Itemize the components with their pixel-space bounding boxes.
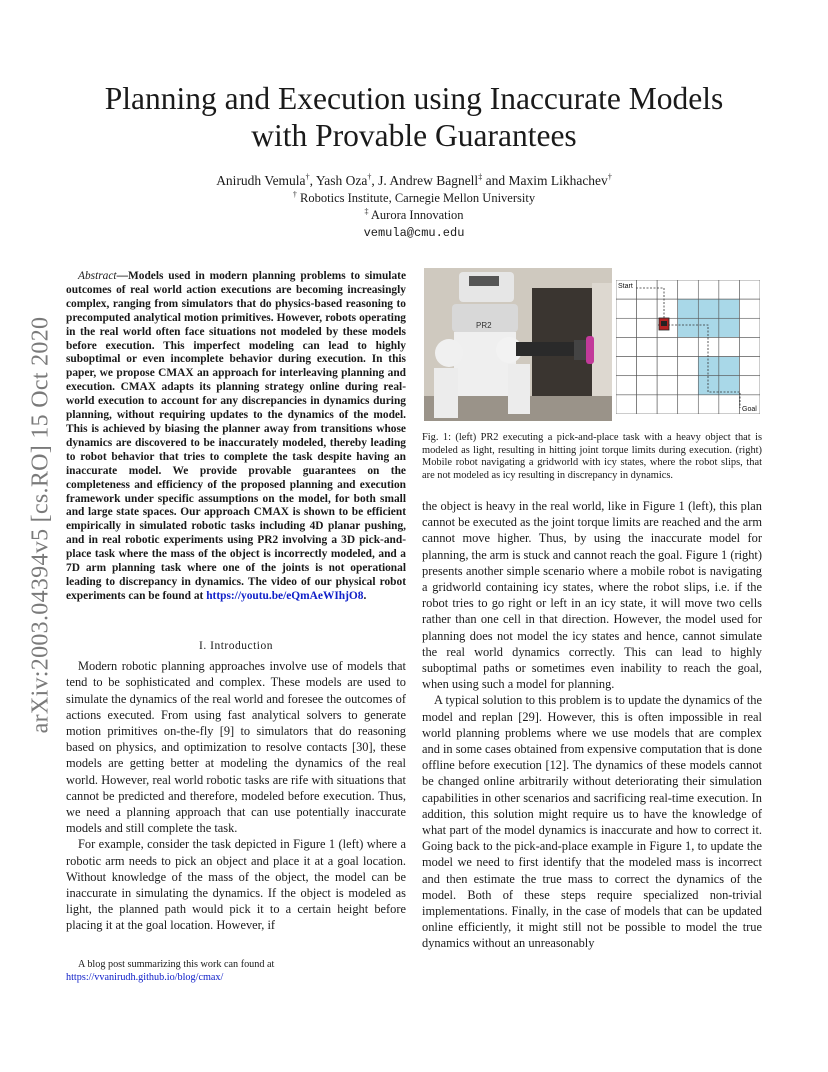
grid-cell bbox=[739, 376, 760, 395]
icy-cell bbox=[698, 318, 719, 337]
author-2: Yash Oza bbox=[315, 173, 368, 188]
grid-cell bbox=[719, 395, 740, 414]
grid-cell bbox=[616, 337, 637, 356]
grid-cell bbox=[719, 337, 740, 356]
grid-cell bbox=[657, 376, 678, 395]
title-line-1: Planning and Execution using Inaccurate Models bbox=[104, 81, 724, 116]
affiliation-1: † Robotics Institute, Carnegie Mellon University bbox=[292, 189, 536, 205]
author-line: Anirudh Vemula†, Yash Oza†, J. Andrew Bagnell‡ and Maxim Likhachev† bbox=[216, 172, 612, 188]
author-4: Maxim Likhachev bbox=[508, 173, 608, 188]
start-label: Start bbox=[618, 283, 633, 290]
grid-cell bbox=[657, 357, 678, 376]
grid-cell bbox=[657, 280, 678, 299]
grid-cell bbox=[678, 280, 699, 299]
icy-cell bbox=[698, 357, 719, 376]
pr2-photo-illustration bbox=[424, 268, 612, 421]
robot-icon bbox=[659, 318, 669, 330]
grid-cell bbox=[698, 395, 719, 414]
title-line-2: with Provable Guarantees bbox=[251, 118, 577, 153]
icy-cell bbox=[678, 299, 699, 318]
grid-cell bbox=[739, 299, 760, 318]
intro-paragraph-1: Modern robotic planning approaches involve use of models that tend to be sophisticated and complex. These models are used to simulate the dynamics of the real world and foresee the outcomes of actions executed. From using fast analytical solvers to generate motion primitives on-the-fly [9] to simulators that do reasoning based on physics, and optimization to resolve contacts [30], these models are getting better at modeling the dynamics of the real world. However, real world robotic tasks are rife with situations that cannot be predicted and therefore, modeled before execution. Thus, we need a planning approach that can use potentially inaccurate models and still complete the task. bbox=[66, 659, 406, 836]
grid-cell bbox=[719, 280, 740, 299]
author-3: J. Andrew Bagnell bbox=[378, 173, 479, 188]
grid-cell bbox=[637, 395, 658, 414]
blog-link[interactable]: https://vvanirudh.github.io/blog/cmax/ bbox=[66, 972, 224, 983]
abstract-label: Abstract bbox=[78, 270, 117, 282]
abstract-text: Models used in modern planning problems to simulate outcomes of real world action executions are becoming increasingly complex, ranging from simulators that do physics-based reasoning to precomputed analytical motion primitives. However, robots operating in the real world often face situations not modeled by these models before execution. This imperfect modeling can lead to highly suboptimal or even incomplete behavior during execution. In this paper, we propose CMAX an approach for interleaving planning and execution. CMAX adapts its planning strategy online during real-world execution to account for any discrepancies in dynamics during planning, without requiring updates to the dynamics of the model. This is achieved by biasing the planner away from transitions whose dynamics are discovered to be inaccurately modeled, thereby leading to robot behavior that tries to complete the task despite having an inaccurate model. We provide provable guarantees on the completeness and efficiency of the proposed planning and execution framework under specific assumptions on the model, for both small and large state spaces. Our approach CMAX is shown to be efficient empirically in simulated robotic tasks including 4D planar pushing, and in real robotic experiments using PR2 involving a 3D pick-and-place task where the mass of the object is incorrectly modeled, and a 7D arm planning task where one of the joints is not operational leading to discrepancy in dynamics. The video of our physical robot experiments can be found at bbox=[66, 270, 406, 602]
affiliation-1-text: Robotics Institute, Carnegie Mellon University bbox=[300, 191, 536, 205]
pr2-photo bbox=[424, 268, 612, 421]
intro-paragraph-2: For example, consider the task depicted in Figure 1 (left) where a robotic arm needs to pick an object and place it at a goal location. Without knowledge of the mass of the object, the model can be inaccurate in simulating the dynamics. If the object is modeled as light, the planned path would pick it to a certain height before placing it at the goal location. However, if bbox=[66, 837, 406, 933]
section-heading: I. Introduction bbox=[199, 640, 273, 652]
affiliation-2: ‡ Aurora Innovation bbox=[364, 206, 464, 222]
icy-cell bbox=[698, 299, 719, 318]
footnote-text: A blog post summarizing this work can found at bbox=[78, 959, 275, 970]
icy-cell bbox=[719, 299, 740, 318]
introduction-section bbox=[66, 632, 406, 934]
paper-title bbox=[60, 80, 768, 154]
footnote bbox=[66, 958, 406, 984]
right-paragraph-1: the object is heavy in the real world, like in Figure 1 (left), this plan cannot be executed as the joint torque limits are reached and the arm cannot move higher. Thus, by using the inaccurate model for planning, the arm is stuck and cannot reach the goal. Figure 1 (right) presents another simple scenario where a mobile robot is navigating a gridworld containing icy states, where the robot slips, i.e. if the robot tries to go right or left in an icy state, it will move two cells rather than one cell in that direction. However, the model used for planning does not model the icy states and hence, cannot simulate the real world dynamics correctly. This can lead to highly suboptimal paths or sometimes even inability to reach the goal, when using such a model for planning. bbox=[422, 499, 762, 692]
grid-cell bbox=[657, 299, 678, 318]
grid-cell bbox=[616, 395, 637, 414]
grid-cell bbox=[678, 376, 699, 395]
figure-caption: Fig. 1: (left) PR2 executing a pick-and-place task with a heavy object that is modeled as light, resulting in hitting joint torque limits during execution. (right) Mobile robot navigating a gridworld with icy states, where the robot slips, that are not modeled as icy resulting in discrepancy in dynamics. bbox=[422, 432, 762, 481]
author-email[interactable]: vemula@cmu.edu bbox=[363, 226, 465, 240]
video-link[interactable]: https://youtu.be/eQmAeWIhjO8 bbox=[206, 589, 364, 602]
icy-cell bbox=[719, 318, 740, 337]
grid-cell bbox=[739, 280, 760, 299]
grid-cell bbox=[637, 318, 658, 337]
grid-cell bbox=[637, 280, 658, 299]
grid-cell bbox=[616, 318, 637, 337]
icy-cell bbox=[678, 318, 699, 337]
right-paragraph-2: A typical solution to this problem is to update the dynamics of the model and replan [29]. However, this is often impossible in real world planning problems where we use models that are complex and in some cases obtained from expensive computation that is done offline before execution [12]. The dynamics of these models cannot be changed online arbitrarily without deteriorating their simulation capabilities in other scenarios and sacrificing real-time execution. In addition, this solution might require us to have the knowledge of what part of the model dynamics is inaccurate and how to correct it. Going back to the pick-and-place example in Figure 1, to update the model we need to first identify that the modeled mass is incorrect and then estimate the true mass to correct the dynamics of the model. Both of these steps require specialized non-trivial implementations. Finally, in the case of models that can be updated online efficiently, it might still not be possible to model the true dynamics without an unreasonably bbox=[422, 693, 762, 951]
icy-cell bbox=[719, 357, 740, 376]
grid-cell bbox=[616, 376, 637, 395]
gridworld-figure bbox=[616, 280, 760, 414]
grid-cell bbox=[616, 299, 637, 318]
robot-label: PR2 bbox=[476, 321, 492, 330]
arxiv-sidebar bbox=[26, 290, 56, 760]
icy-cell bbox=[698, 376, 719, 395]
grid-cell bbox=[616, 357, 637, 376]
grid-cell bbox=[678, 337, 699, 356]
abstract-block: Abstract—Models used in modern planning problems to simulate outcomes of real world action executions are becoming increasingly complex, ranging from simulators that do physics-based reasoning to precomputed analytical motion primitives. However, robots operating in the real world often face situations not modeled by these models before execution. This imperfect modeling can lead to highly suboptimal or even incomplete behavior during execution. In this paper, we propose CMAX an approach for interleaving planning and execution. CMAX adapts its planning strategy online during real-world execution to account for any discrepancies in dynamics during planning, without requiring updates to the dynamics of the model. This is achieved by biasing the planner away from transitions whose dynamics are discovered to be inaccurately modeled, thereby leading to robot behavior that tries to complete the task despite having an inaccurate model. We provide provable guarantees on the completeness and efficiency of the proposed planning and execution framework under specific assumptions on the model, for both small and large state spaces. Our approach CMAX is shown to be efficient empirically in simulated robotic tasks including 4D planar pushing, and in real robotic experiments using PR2 involving a 3D pick-and-place task where the mass of the object is incorrectly modeled, and a 7D arm planning task where one of the joints is not operational leading to discrepancy in dynamics. The video of our physical robot experiments can be found at https://youtu.be/eQmAeWIhjO8. bbox=[66, 270, 406, 602]
grid-cell bbox=[698, 337, 719, 356]
affiliation-2-text: Aurora Innovation bbox=[370, 208, 464, 222]
grid-cell bbox=[698, 280, 719, 299]
right-column bbox=[422, 498, 762, 952]
grid-cell bbox=[739, 337, 760, 356]
grid-cell bbox=[637, 299, 658, 318]
grid-cell bbox=[637, 357, 658, 376]
grid-cell bbox=[678, 395, 699, 414]
grid-cell bbox=[637, 376, 658, 395]
arxiv-id: arXiv:2003.04394v5 [cs.RO] 15 Oct 2020 bbox=[27, 316, 54, 734]
grid-cell bbox=[739, 357, 760, 376]
grid-cell bbox=[637, 337, 658, 356]
grid-cell bbox=[739, 318, 760, 337]
grid-cell bbox=[678, 357, 699, 376]
goal-label: Goal bbox=[742, 406, 757, 413]
grid-cell bbox=[657, 337, 678, 356]
author-1: Anirudh Vemula bbox=[216, 173, 306, 188]
grid-cell bbox=[657, 395, 678, 414]
